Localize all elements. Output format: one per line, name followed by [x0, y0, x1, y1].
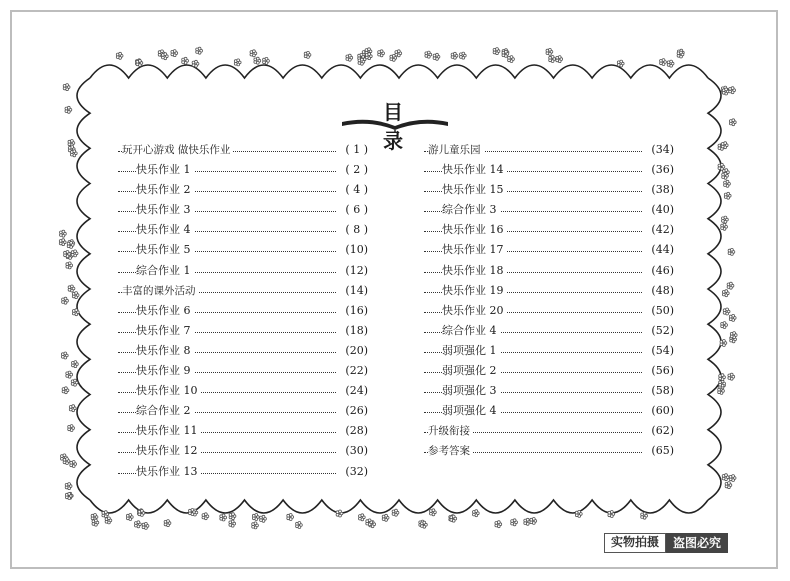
toc-entry-page: ( 8 ) [336, 220, 368, 240]
toc-entry-page: (30) [336, 441, 368, 461]
toc-entry-page: (38) [642, 180, 674, 200]
toc-entry-title: 综合作业 2 [136, 401, 194, 421]
toc-entry [424, 381, 674, 401]
flower-petal [67, 106, 70, 109]
toc-entry-title: 丰富的课外活动 [122, 281, 199, 301]
flower-petal [558, 56, 561, 59]
toc-entry-page: ( 4 ) [336, 180, 368, 200]
flower-petal [551, 56, 554, 59]
flower-petal [348, 54, 351, 57]
flower-petal [724, 172, 727, 175]
toc-entry [118, 462, 368, 482]
flower-petal [385, 514, 388, 517]
flower-petal [368, 48, 371, 51]
toc-entry-page: (42) [642, 220, 674, 240]
toc-entry-title: 玩开心游戏 做快乐作业 [122, 140, 233, 160]
badge-right-text: 盗图必究 [666, 533, 728, 553]
flower-petal [643, 512, 646, 515]
flower-petal [167, 520, 170, 523]
toc-entry [424, 341, 674, 361]
flower-petal [231, 520, 234, 523]
toc-entry-title: 参考答案 [428, 441, 473, 461]
flower-petal [94, 514, 97, 517]
toc-entry-title: 快乐作业 20 [442, 301, 507, 321]
toc-entry-page: (62) [642, 421, 674, 441]
watermark-badge [604, 533, 728, 553]
toc-entry [424, 281, 674, 301]
flower-petal [680, 51, 683, 54]
toc-entry-page: (40) [642, 200, 674, 220]
flower-petal [395, 509, 398, 512]
toc-entry [118, 321, 368, 341]
flower-petal [72, 405, 75, 408]
toc-entry [424, 361, 674, 381]
flower-petal [173, 50, 176, 53]
flower-petal [68, 483, 71, 486]
toc-entry-page: (54) [642, 341, 674, 361]
toc-entry-page: (20) [336, 341, 368, 361]
toc-entry-page: (44) [642, 240, 674, 260]
toc-entry-title: 弱项强化 3 [442, 381, 500, 401]
flower-petal [104, 511, 107, 514]
flower-petal [620, 60, 623, 63]
flower-petal [73, 150, 76, 153]
flower-petal [68, 493, 71, 496]
flower-petal [254, 522, 257, 525]
flower-petal [725, 290, 728, 293]
toc-entry-title: 快乐作业 1 [136, 160, 194, 180]
flower-petal [198, 47, 201, 50]
toc-entry-title: 快乐作业 19 [442, 281, 507, 301]
flower-petal [454, 52, 457, 55]
toc-entry-title: 弱项强化 1 [442, 341, 500, 361]
flower-petal [68, 371, 71, 374]
toc-entry [424, 321, 674, 341]
toc-entry-title: 快乐作业 15 [442, 180, 507, 200]
toc-entry-page: (50) [642, 301, 674, 321]
toc-entry-title: 快乐作业 16 [442, 220, 507, 240]
flower-petal [70, 425, 73, 428]
flower-petal [725, 169, 728, 172]
toc-entry [424, 441, 674, 461]
toc-right-column [424, 140, 674, 462]
flower-petal [721, 374, 724, 377]
flower-petal [730, 282, 733, 285]
toc-entry [118, 160, 368, 180]
toc-entry-page: (65) [642, 441, 674, 461]
toc-header [340, 92, 450, 153]
toc-entry-page: (26) [336, 401, 368, 421]
flower-petal [731, 87, 734, 90]
toc-left-column [118, 140, 368, 482]
flower-petal [432, 509, 435, 512]
flower-petal [427, 51, 430, 54]
flower-petal [549, 48, 552, 51]
toc-entry-page: (10) [336, 240, 368, 260]
flower-petal [339, 510, 342, 513]
toc-entry [118, 200, 368, 220]
flower-petal [361, 514, 364, 517]
flower-petal [62, 239, 65, 242]
flower-petal [368, 519, 371, 522]
flower-petal [255, 514, 258, 517]
toc-entry [118, 220, 368, 240]
toc-entry-title: 快乐作业 7 [136, 321, 194, 341]
toc-entry-title: 快乐作业 17 [442, 240, 507, 260]
toc-entry-page: (52) [642, 321, 674, 341]
flower-petal [731, 248, 734, 251]
toc-entry-page: (36) [642, 160, 674, 180]
flower-petal [71, 146, 74, 149]
toc-entry-title: 综合作业 3 [442, 200, 500, 220]
toc-entry-title: 快乐作业 4 [136, 220, 194, 240]
flower-petal [361, 58, 364, 61]
toc-entry [118, 341, 368, 361]
flower-petal [256, 57, 259, 60]
flower-petal [64, 297, 67, 300]
toc-entry-title: 快乐作业 13 [136, 462, 201, 482]
flower-petal [64, 352, 67, 355]
flower-petal [452, 515, 455, 518]
flower-petal [74, 361, 77, 364]
flower-petal [728, 482, 731, 485]
toc-entry-title: 快乐作业 9 [136, 361, 194, 381]
badge-left-text: 实物拍摄 [604, 533, 666, 553]
toc-entry-title: 快乐作业 3 [136, 200, 194, 220]
flower-petal [62, 230, 65, 233]
toc-entry-title: 快乐作业 6 [136, 301, 194, 321]
flower-petal [129, 514, 132, 517]
flower-petal [725, 474, 728, 477]
flower-petal [119, 52, 122, 55]
cloud-edge [90, 65, 708, 78]
flower-petal [662, 59, 665, 62]
flower-petal [730, 373, 733, 376]
toc-entry-title: 快乐作业 11 [136, 421, 201, 441]
flower-petal [475, 510, 478, 513]
flower-petal [68, 262, 71, 265]
toc-entry-title: 快乐作业 2 [136, 180, 194, 200]
cloud-edge [708, 78, 721, 500]
flower-petal [265, 57, 268, 60]
toc-entry-page: (34) [642, 140, 674, 160]
toc-entry-page: (12) [336, 261, 368, 281]
flower-petal [71, 140, 74, 143]
flower-petal [732, 475, 735, 478]
cloud-edge [77, 78, 90, 500]
flower-petal [139, 60, 142, 63]
flower-petal [727, 192, 730, 195]
flower-petal [262, 515, 265, 518]
toc-entry [118, 361, 368, 381]
toc-entry-page: ( 2 ) [336, 160, 368, 180]
flower-petal [423, 521, 426, 524]
toc-entry [118, 281, 368, 301]
flower-petal [204, 513, 207, 516]
flower-petal [726, 308, 729, 311]
flower-petal [496, 48, 499, 51]
flower-petal [145, 522, 148, 525]
toc-entry-page: ( 1 ) [336, 140, 368, 160]
flower-petal [578, 510, 581, 513]
flower-petal [66, 458, 69, 461]
page-title: 目 录 [383, 100, 425, 153]
flower-petal [63, 454, 66, 457]
flower-petal [237, 59, 240, 62]
toc-entry-page: (14) [336, 281, 368, 301]
toc-entry-title: 快乐作业 14 [442, 160, 507, 180]
flower-petal [397, 50, 400, 53]
toc-entry-title: 快乐作业 8 [136, 341, 194, 361]
toc-entry [424, 421, 674, 441]
toc-entry [424, 301, 674, 321]
toc-entry-title: 快乐作业 5 [136, 240, 194, 260]
toc-entry-page: (24) [336, 381, 368, 401]
toc-entry-page: (48) [642, 281, 674, 301]
toc-entry-title: 游儿童乐园 [428, 140, 484, 160]
flower-petal [141, 510, 144, 513]
toc-entry [118, 261, 368, 281]
toc-entry-page: ( 6 ) [336, 200, 368, 220]
flower-petal [670, 60, 673, 63]
flower-petal [732, 119, 735, 122]
flower-petal [108, 517, 111, 520]
flower-petal [74, 250, 77, 253]
toc-entry [118, 240, 368, 260]
toc-entry-title: 快乐作业 10 [136, 381, 201, 401]
toc-entry [424, 140, 674, 160]
flower-petal [71, 285, 74, 288]
flower-petal [137, 521, 140, 524]
toc-entry [424, 200, 674, 220]
flower-petal [74, 379, 77, 382]
toc-entry [118, 401, 368, 421]
flower-petal [222, 514, 225, 517]
toc-entry-page: (16) [336, 301, 368, 321]
flower-petal [724, 216, 727, 219]
flower-petal [513, 519, 516, 522]
toc-entry-page: (22) [336, 361, 368, 381]
toc-entry [424, 160, 674, 180]
flower-petal [726, 180, 729, 183]
flower-petal [732, 314, 735, 317]
toc-entry-page: (60) [642, 401, 674, 421]
flower-petal [610, 511, 613, 514]
flower-petal [725, 88, 728, 91]
flower-petal [723, 340, 726, 343]
flower-petal [195, 60, 198, 63]
flower-petal [497, 521, 500, 524]
flower-petal [510, 56, 513, 59]
flower-petal [723, 322, 726, 325]
toc-entry-title: 综合作业 1 [136, 261, 194, 281]
flower-petal [462, 52, 465, 55]
flower-petal [532, 518, 535, 521]
flower-petal [298, 522, 301, 525]
toc-entry [424, 220, 674, 240]
toc-entry-page: (32) [336, 462, 368, 482]
toc-entry [118, 381, 368, 401]
toc-entry-page: (46) [642, 261, 674, 281]
flower-petal [184, 57, 187, 60]
flower-petal [75, 309, 78, 312]
toc-entry-page: (58) [642, 381, 674, 401]
toc-entry-title: 快乐作业 12 [136, 441, 201, 461]
flower-petal [66, 251, 69, 254]
flower-petal [723, 223, 726, 226]
flower-petal [191, 509, 194, 512]
flower-petal [75, 292, 78, 295]
toc-entry-title: 综合作业 4 [442, 321, 500, 341]
flower-petal [72, 461, 75, 464]
flower-petal [289, 514, 292, 517]
flower-petal [161, 50, 164, 53]
flower-petal [436, 53, 439, 56]
flower-petal [66, 84, 69, 87]
toc-entry [118, 441, 368, 461]
flower-petal [368, 53, 371, 56]
flower-petal [724, 142, 727, 145]
toc-entry [118, 140, 368, 160]
cloud-edge [90, 500, 708, 513]
flower-petal [307, 51, 310, 54]
toc-entry [118, 421, 368, 441]
toc-entry [424, 261, 674, 281]
flower-petal [164, 53, 167, 56]
flower-petal [253, 50, 256, 53]
toc-entry [424, 240, 674, 260]
flower-petal [95, 519, 98, 522]
flower-petal [70, 241, 73, 244]
toc-entry-page: (56) [642, 361, 674, 381]
toc-entry-title: 弱项强化 2 [442, 361, 500, 381]
toc-entry-title: 弱项强化 4 [442, 401, 500, 421]
toc-entry [424, 401, 674, 421]
toc-entry-title: 快乐作业 18 [442, 261, 507, 281]
toc-entry [118, 180, 368, 200]
toc-entry-page: (28) [336, 421, 368, 441]
flower-petal [721, 163, 724, 166]
toc-entry [118, 301, 368, 321]
flower-petal [505, 50, 508, 53]
flower-petal [380, 50, 383, 53]
flower-petal [360, 53, 363, 56]
flower-petal [65, 387, 68, 390]
flower-petal [526, 518, 529, 521]
toc-entry [424, 180, 674, 200]
open-book-icon [340, 114, 450, 134]
toc-entry-page: (18) [336, 321, 368, 341]
toc-entry-title: 升级衔接 [428, 421, 473, 441]
flower-petal [232, 513, 235, 516]
flower-petal [733, 332, 736, 335]
